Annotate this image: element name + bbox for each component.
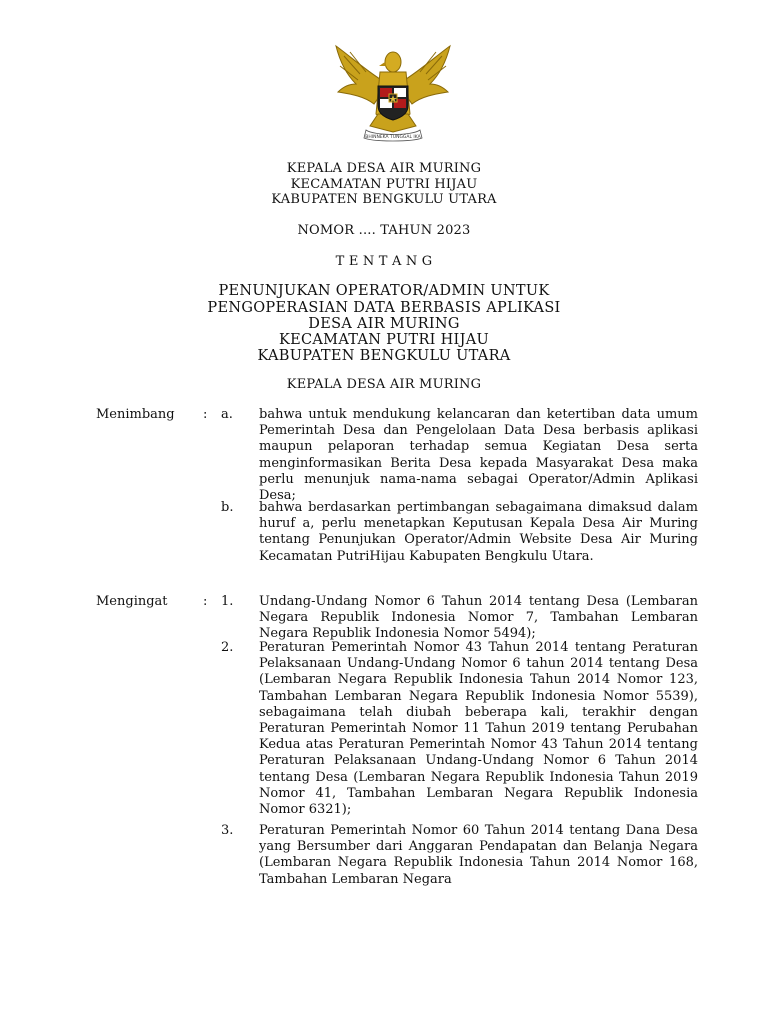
mengingat-item-number: 2. — [221, 640, 234, 655]
mengingat-label: Mengingat — [96, 594, 168, 609]
mengingat-item-number: 3. — [221, 823, 234, 838]
header-line-2: KECAMATAN PUTRI HIJAU — [290, 177, 478, 192]
header-line-1: KEPALA DESA AIR MURING — [286, 161, 482, 176]
menimbang-item-number: a. — [221, 407, 233, 422]
mengingat-item-text: Peraturan Pemerintah Nomor 43 Tahun 2014 tentang Peraturan Pelaksanaan Undang-Undang Nomor 6 tahun 2014 tentang Desa (Lembaran Negara Republik Indonesia Tahun 2014 Nomor 123, Tambahan Lembaran Negara Republik Indonesia Nomor 5539), sebagaimana telah diubah beberapa kali, terakhir dengan Peraturan Pemerintah Nomor 11 Tahun 2019 tentang Perubahan Kedua atas Peraturan Pemerintah Nomor 43 Tahun 2014 tentang Peraturan Pelaksanaan Undang-Undang Nomor 6 Tahun 2014 tentang Desa (Lembaran Negara Republik Indonesia Tahun 2019 Nomor 41, Tambahan Lembaran Negara Republik Indonesia Nomor 6321); — [259, 640, 698, 818]
decree-number: NOMOR .... TAHUN 2023 — [297, 223, 471, 238]
menimbang-label: Menimbang — [96, 407, 175, 422]
menimbang-item-text: bahwa untuk mendukung kelancaran dan ketertiban data umum Pemerintah Desa dan Pengelolaan Data Desa berbasis aplikasi maupun pelaporan terhadap semua Kegiatan Desa serta menginformasikan Berita Desa kepada Masyarakat Desa maka perlu menunjuk nama-nama sebagai Operator/Admin Aplikasi Desa; — [259, 407, 698, 504]
header-line-3: KABUPATEN BENGKULU UTARA — [271, 192, 497, 207]
menimbang-item-number: b. — [221, 500, 234, 515]
menimbang-item-text: bahwa berdasarkan pertimbangan sebagaimana dimaksud dalam huruf a, perlu menetapkan Keputusan Kepala Desa Air Muring tentang Penunjukan Operator/Admin Website Desa Air Muring Kecamatan PutriHijau Kabupaten Bengkulu Utara. — [259, 500, 698, 564]
mengingat-colon: : — [203, 594, 208, 609]
mengingat-item-number: 1. — [221, 594, 234, 609]
title-line-3: DESA AIR MURING — [308, 316, 460, 332]
title-line-4: KECAMATAN PUTRI HIJAU — [279, 332, 489, 348]
title-line-5: KABUPATEN BENGKULU UTARA — [257, 348, 511, 364]
title-line-2: PENGOPERASIAN DATA BERBASIS APLIKASI — [207, 300, 561, 316]
garuda-pancasila-emblem-icon — [330, 44, 456, 142]
menimbang-colon: : — [203, 407, 208, 422]
svg-text:BHINNEKA TUNGGAL IKA: BHINNEKA TUNGGAL IKA — [365, 135, 421, 140]
title-line-1: PENUNJUKAN OPERATOR/ADMIN UNTUK — [218, 283, 550, 299]
mengingat-item-text: Peraturan Pemerintah Nomor 60 Tahun 2014 tentang Dana Desa yang Bersumber dari Anggaran Pendapatan dan Belanja Negara (Lembaran Negara Republik Indonesia Tahun 2014 Nomor 168, Tambahan Lembaran Negara — [259, 823, 698, 887]
tentang-heading: T E N T A N G — [335, 254, 433, 269]
mengingat-item-text: Undang-Undang Nomor 6 Tahun 2014 tentang Desa (Lembaran Negara Republik Indonesia Nomor 7, Tambahan Lembaran Negara Republik Indonesia Nomor 5494); — [259, 594, 698, 642]
official-title: KEPALA DESA AIR MURING — [286, 377, 482, 392]
